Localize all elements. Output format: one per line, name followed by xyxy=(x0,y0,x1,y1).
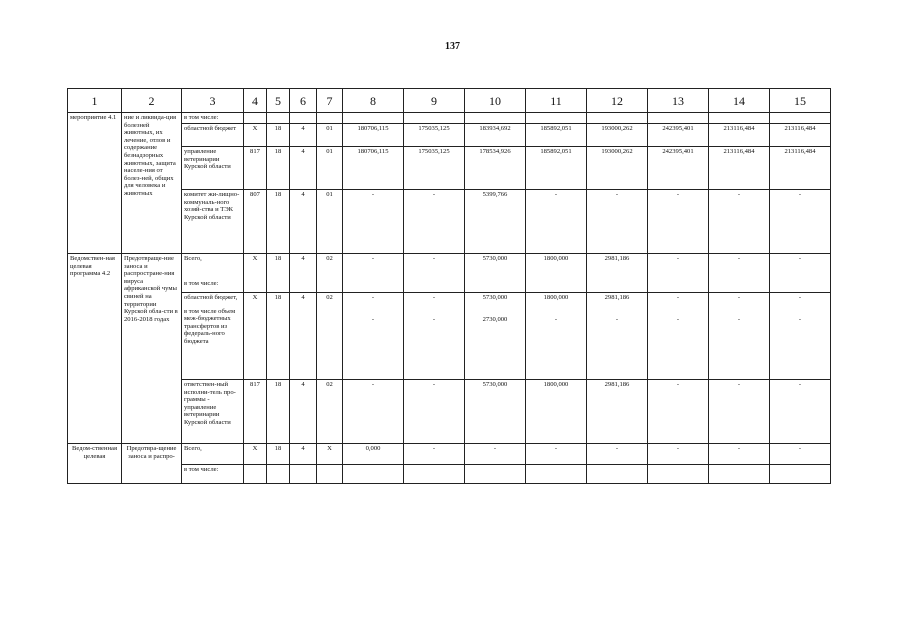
value-line: 1800,000 xyxy=(543,294,569,301)
value-cell xyxy=(343,465,404,484)
value-cell: 213116,484 xyxy=(770,124,831,147)
value-cell: 180706,115 xyxy=(343,147,404,190)
col-header: 11 xyxy=(526,89,587,113)
value-line: 5730,000 xyxy=(482,294,508,301)
value-cell xyxy=(465,465,526,484)
value-cell: - xyxy=(648,190,709,254)
value-cell: 213116,484 xyxy=(709,147,770,190)
code-cell: 4 xyxy=(290,147,317,190)
value-cell: 5730,000 xyxy=(465,380,526,444)
value-cell: - xyxy=(770,254,831,293)
value-cell: - xyxy=(587,444,648,465)
value-cell: - xyxy=(709,254,770,293)
page-number: 137 xyxy=(445,41,460,52)
value-line: - xyxy=(371,294,375,301)
funding-source-label: Всего, xyxy=(184,255,202,262)
code-cell xyxy=(317,113,343,124)
value-cell xyxy=(709,293,770,380)
value-cell: 185892,051 xyxy=(526,147,587,190)
table-row xyxy=(68,293,831,380)
code-cell: 18 xyxy=(267,147,290,190)
code-cell: 4 xyxy=(290,293,317,380)
value-cell xyxy=(648,465,709,484)
funding-source-cell: Всего, xyxy=(182,444,244,465)
value-cell: 2981,186 xyxy=(587,380,648,444)
value-line: - xyxy=(737,315,741,323)
value-cell: 5399,766 xyxy=(465,190,526,254)
col-header: 1 xyxy=(68,89,122,113)
value-line: - xyxy=(798,294,802,301)
value-cell xyxy=(404,293,465,380)
col-header: 7 xyxy=(317,89,343,113)
code-cell xyxy=(290,113,317,124)
code-cell: 02 xyxy=(317,254,343,293)
funding-source-cell: комитет жи-лищно-коммуналь-ного хозяй-ства и ТЭК Курской области xyxy=(182,190,244,254)
value-cell xyxy=(770,293,831,380)
funding-source-cell xyxy=(182,254,244,293)
value-cell xyxy=(526,293,587,380)
program-name-cell: Ведомствен-ная целевая программа 4.2 xyxy=(68,254,122,444)
value-cell xyxy=(343,293,404,380)
code-cell: 01 xyxy=(317,147,343,190)
code-cell: 18 xyxy=(267,293,290,380)
value-cell xyxy=(465,113,526,124)
value-cell xyxy=(770,465,831,484)
code-cell: X xyxy=(244,124,267,147)
value-cell xyxy=(648,113,709,124)
value-line: - xyxy=(737,294,741,301)
col-header: 4 xyxy=(244,89,267,113)
code-cell xyxy=(317,465,343,484)
value-cell: - xyxy=(709,444,770,465)
col-header: 13 xyxy=(648,89,709,113)
funding-source-label: в том числе объем меж-бюджетных трансфертов из федераль-ного бюджета xyxy=(184,307,236,345)
table-row xyxy=(68,254,831,293)
funding-source-label: областной бюджет, xyxy=(184,294,238,301)
program-description-cell: Предотвра-щение заноса и распро- xyxy=(122,444,182,484)
value-line: 2730,000 xyxy=(482,315,508,323)
value-cell: 5730,000 xyxy=(465,254,526,293)
value-cell xyxy=(709,113,770,124)
code-cell: 4 xyxy=(290,190,317,254)
value-cell: 0,000 xyxy=(343,444,404,465)
value-cell xyxy=(587,293,648,380)
col-header: 3 xyxy=(182,89,244,113)
code-cell: 01 xyxy=(317,124,343,147)
value-cell: 1800,000 xyxy=(526,254,587,293)
value-cell xyxy=(465,293,526,380)
table-row xyxy=(68,113,831,124)
value-cell: - xyxy=(526,444,587,465)
value-cell xyxy=(404,113,465,124)
value-line: - xyxy=(432,315,436,323)
program-name-cell: мероприятие 4.1 xyxy=(68,113,122,254)
code-cell: X xyxy=(244,254,267,293)
value-cell: - xyxy=(770,444,831,465)
table-row xyxy=(68,124,831,147)
funding-source-cell: в том числе: xyxy=(182,465,244,484)
table-row xyxy=(68,380,831,444)
value-line: 2981,186 xyxy=(604,294,630,301)
value-line: - xyxy=(676,294,680,301)
value-cell: - xyxy=(343,254,404,293)
code-cell: X xyxy=(244,293,267,380)
value-cell: - xyxy=(648,444,709,465)
funding-source-cell xyxy=(182,293,244,380)
value-cell: 1800,000 xyxy=(526,380,587,444)
value-cell: - xyxy=(465,444,526,465)
value-line: - xyxy=(615,315,619,323)
code-cell: 4 xyxy=(290,254,317,293)
value-cell xyxy=(587,465,648,484)
code-cell xyxy=(290,465,317,484)
value-cell xyxy=(770,113,831,124)
value-cell: - xyxy=(526,190,587,254)
code-cell xyxy=(267,465,290,484)
col-header: 6 xyxy=(290,89,317,113)
funding-source-cell: областной бюджет xyxy=(182,124,244,147)
table-row xyxy=(68,444,831,465)
program-description-cell: Предотвраще-ние заноса и распростране-ния вируса африканской чумы свиней на территории Курской обла-сти в 2016-2018 годах xyxy=(122,254,182,444)
value-cell: - xyxy=(709,380,770,444)
value-line: - xyxy=(554,315,558,323)
code-cell: X xyxy=(244,444,267,465)
value-cell xyxy=(648,293,709,380)
col-header: 9 xyxy=(404,89,465,113)
code-cell: 4 xyxy=(290,124,317,147)
code-cell: 817 xyxy=(244,147,267,190)
col-header: 10 xyxy=(465,89,526,113)
value-cell: - xyxy=(648,254,709,293)
funding-source-cell: в том числе: xyxy=(182,113,244,124)
value-cell: - xyxy=(343,380,404,444)
value-line: - xyxy=(371,315,375,323)
table-row xyxy=(68,190,831,254)
value-cell: 185892,051 xyxy=(526,124,587,147)
value-cell: - xyxy=(404,380,465,444)
value-cell: - xyxy=(404,190,465,254)
code-cell: 02 xyxy=(317,293,343,380)
value-cell: 178534,926 xyxy=(465,147,526,190)
value-cell xyxy=(404,465,465,484)
col-header: 15 xyxy=(770,89,831,113)
value-cell: 193000,262 xyxy=(587,124,648,147)
code-cell: X xyxy=(317,444,343,465)
value-cell: 213116,484 xyxy=(770,147,831,190)
value-cell: 242395,401 xyxy=(648,147,709,190)
code-cell: 4 xyxy=(290,444,317,465)
value-cell: - xyxy=(404,444,465,465)
col-header: 2 xyxy=(122,89,182,113)
code-cell: 02 xyxy=(317,380,343,444)
value-cell: - xyxy=(648,380,709,444)
value-line: - xyxy=(798,315,802,323)
code-cell: 18 xyxy=(267,124,290,147)
value-cell xyxy=(709,465,770,484)
value-cell: - xyxy=(343,190,404,254)
funding-source-label: в том числе: xyxy=(184,279,219,287)
value-cell: - xyxy=(404,254,465,293)
value-cell: 242395,401 xyxy=(648,124,709,147)
code-cell: 817 xyxy=(244,380,267,444)
col-header: 12 xyxy=(587,89,648,113)
table-row xyxy=(68,465,831,484)
code-cell xyxy=(244,113,267,124)
col-header: 14 xyxy=(709,89,770,113)
budget-table xyxy=(67,88,831,484)
table-row xyxy=(68,147,831,190)
code-cell: 01 xyxy=(317,190,343,254)
value-line: - xyxy=(432,294,436,301)
value-cell: 175035,125 xyxy=(404,124,465,147)
value-cell: 183934,692 xyxy=(465,124,526,147)
value-cell: - xyxy=(770,190,831,254)
value-cell: - xyxy=(709,190,770,254)
value-line: - xyxy=(676,315,680,323)
value-cell xyxy=(587,113,648,124)
value-cell xyxy=(343,113,404,124)
value-cell xyxy=(526,465,587,484)
code-cell xyxy=(244,465,267,484)
code-cell xyxy=(267,113,290,124)
program-name-cell: Ведом-ственная целевая xyxy=(68,444,122,484)
code-cell: 18 xyxy=(267,444,290,465)
code-cell: 18 xyxy=(267,190,290,254)
code-cell: 18 xyxy=(267,380,290,444)
value-cell: 193000,262 xyxy=(587,147,648,190)
funding-source-cell: ответствен-ный исполни-тель про-граммы - управление ветеринарии Курской области xyxy=(182,380,244,444)
value-cell: - xyxy=(770,380,831,444)
code-cell: 807 xyxy=(244,190,267,254)
value-cell: 180706,115 xyxy=(343,124,404,147)
code-cell: 18 xyxy=(267,254,290,293)
funding-source-cell: управление ветеринарии Курской области xyxy=(182,147,244,190)
value-cell xyxy=(526,113,587,124)
header-row xyxy=(68,89,831,113)
value-cell: 2981,186 xyxy=(587,254,648,293)
col-header: 5 xyxy=(267,89,290,113)
value-cell: 175035,125 xyxy=(404,147,465,190)
value-cell: 213116,484 xyxy=(709,124,770,147)
value-cell: - xyxy=(587,190,648,254)
program-description-cell: ние и ликвида-ция болезней животных, их лечение, отлов и содержание безнадзорных животных, защита населе-ния от болез-ней, общих для человека и животных xyxy=(122,113,182,254)
col-header: 8 xyxy=(343,89,404,113)
code-cell: 4 xyxy=(290,380,317,444)
